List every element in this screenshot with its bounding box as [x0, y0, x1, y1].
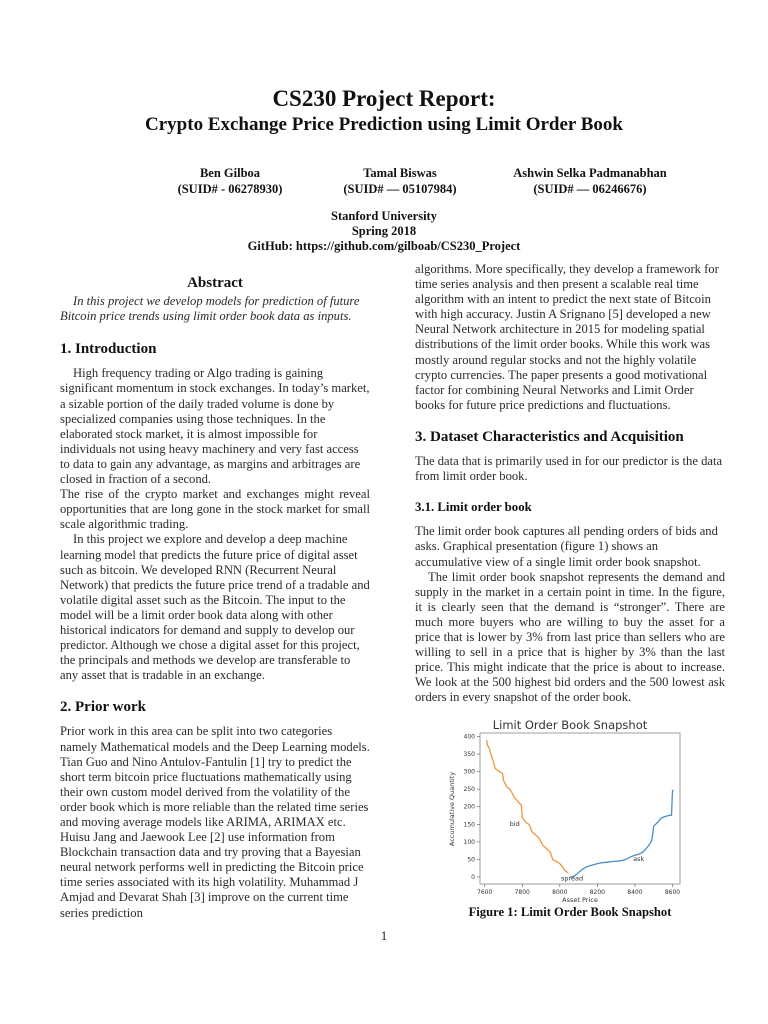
y-tick-label: 0: [471, 873, 475, 881]
annotation-bid: bid: [509, 820, 520, 829]
dataset-paragraph-3: The limit order book snapshot represents the demand and supply in the market in a certain point in time. In the figure, it is clearly seen that the demand is “stronger”. There are much more buyers who are willing to buy the asset for a price that is lower by 3% from last price than sellers who are willing to sell in a price that is higher by 3% than the last price. This might indicate that the price is about to increase. We look at the 500 highest bid orders and the 500 lowest ask orders in every snapshot of the order book.: [415, 569, 725, 705]
intro-paragraph-1: High frequency trading or Algo trading is gaining significant momentum in stock exchanges. In today’s market, a sizable portion of the daily traded volume is done by specialized companies using those techniques. In the elaborated stock market, it is almost impossible for individuals not using heavy machinery and very fast access to data to gain any advantage, as margins and arbitrages are closed in fraction of a second.: [60, 366, 370, 487]
author-name: Ben Gilboa: [199, 166, 261, 180]
x-tick-label: 8000: [552, 889, 568, 896]
dataset-heading: 3. Dataset Characteristics and Acquisition: [415, 428, 684, 445]
abstract-text: In this project we develop models for prediction of future Bitcoin price trends using limit order book data as inputs.: [60, 294, 360, 324]
y-tick-label: 100: [463, 838, 475, 846]
abstract-heading: Abstract: [187, 275, 243, 291]
intro-paragraph-2: The rise of the crypto market and exchanges might reveal opportunities that are long gone in the stock market for small scale algorithmic trading.: [60, 487, 370, 532]
y-tick-label: 250: [463, 786, 475, 794]
limit-order-book-chart: [440, 714, 700, 904]
x-axis-label: Asset Price: [562, 896, 598, 904]
paper-title: CS230 Project Report:: [272, 86, 496, 111]
annotation-ask: ask: [633, 855, 645, 864]
prior-work-paragraph: Prior work in this area can be split into two categories namely Mathematical models and the Deep Learning models. Tian Guo and Nino Antulov-Fantulin [1] try to predict the short term bitcoin price fluctuations mathematically using their own custom model derived from the volatility of the order book which is more reliable than the related time series and moving average models like ARIMA, ARIMAX etc. Huisu Jang and Jaewook Lee [2] use information from Blockchain transaction data and try proving that a Bayesian neural network performs well in predicting the Bitcoin price time series associated with its high volatility. Muhammad J Amjad and Devarat Shah [3] improve on the current time series prediction: [60, 724, 370, 920]
paper-subtitle: Crypto Exchange Price Prediction using Limit Order Book: [145, 114, 623, 135]
page-number: 1: [380, 928, 388, 943]
right-column: [415, 262, 725, 705]
figure-caption: Figure 1: Limit Order Book Snapshot: [468, 905, 672, 919]
limit-order-book-heading: 3.1. Limit order book: [415, 500, 532, 515]
prior-work-heading: 2. Prior work: [60, 699, 146, 716]
y-tick-label: 300: [463, 768, 475, 776]
github-link[interactable]: GitHub: https://github.com/gilboab/CS230_Project: [247, 239, 521, 253]
y-tick-label: 400: [463, 733, 475, 741]
author-name: Tamal Biswas: [363, 166, 437, 180]
x-tick-label: 7600: [477, 889, 493, 896]
dataset-paragraph-2: The limit order book captures all pending orders of bids and asks. Graphical presentation (figure 1) shows an accumulative view of a single limit order book snapshot.: [415, 524, 718, 569]
affiliation-block: [0, 209, 768, 254]
x-tick-label: 8400: [627, 889, 643, 896]
term: Spring 2018: [351, 224, 417, 238]
author-2: [320, 165, 480, 197]
x-tick-label: 8600: [664, 889, 681, 896]
plot-area: [480, 733, 680, 884]
y-tick-label: 350: [463, 751, 475, 759]
institution: Stanford University: [331, 209, 437, 223]
series-line-bid: [487, 740, 569, 873]
author-suid: (SUID# — 06246676): [533, 182, 647, 196]
left-column: [60, 276, 370, 921]
author-3: [490, 165, 690, 197]
chart-title: Limit Order Book Snapshot: [492, 718, 648, 732]
annotation-spread: spread: [560, 874, 584, 883]
y-tick-label: 200: [463, 803, 475, 811]
prior-work-paragraph-cont: algorithms. More specifically, they develop a framework for time series analysis and then present a scalable real time algorithm with an intent to predict the next state of Bitcoin with high accuracy. Justin A Srignano [5] developed a new Neural Network architecture in 2015 for modeling spatial distributions of the limit order books. While this work was mostly around regular stocks and not the highly volatile crypto currencies. The paper presents a good motivational factor for combining Neural Networks and Limit Order books for future price predictions and fluctuations.: [415, 262, 719, 412]
series-line-ask: [570, 790, 673, 877]
intro-paragraph-3: In this project we explore and develop a deep machine learning model that predicts the future price of digital asset such as bitcoin. We developed RNN (Recurrent Neural Network) that predicts the future price trend of a tradable and volatile digital asset such as the Bitcoin. The input to the model will be a limit order book data along with other historical indicators for demand and supply to develop our predictor. Although we chose a digital asset for this project, the principals and methods we develop are transferable to any asset that is tradable in an exchange.: [60, 532, 370, 683]
dataset-paragraph-1: The data that is primarily used in for our predictor is the data from limit order book.: [415, 454, 723, 484]
y-axis-label: Accumulative Quantity: [448, 771, 456, 847]
author-suid: (SUID# — 05107984): [343, 182, 457, 196]
y-tick-label: 150: [463, 821, 475, 829]
author-1: [150, 165, 310, 197]
x-tick-label: 7800: [514, 889, 530, 896]
intro-heading: 1. Introduction: [60, 341, 157, 358]
author-name: Ashwin Selka Padmanabhan: [513, 166, 667, 180]
y-tick-label: 50: [467, 856, 475, 864]
author-suid: (SUID# - 06278930): [177, 182, 283, 196]
x-tick-label: 8200: [589, 889, 606, 896]
